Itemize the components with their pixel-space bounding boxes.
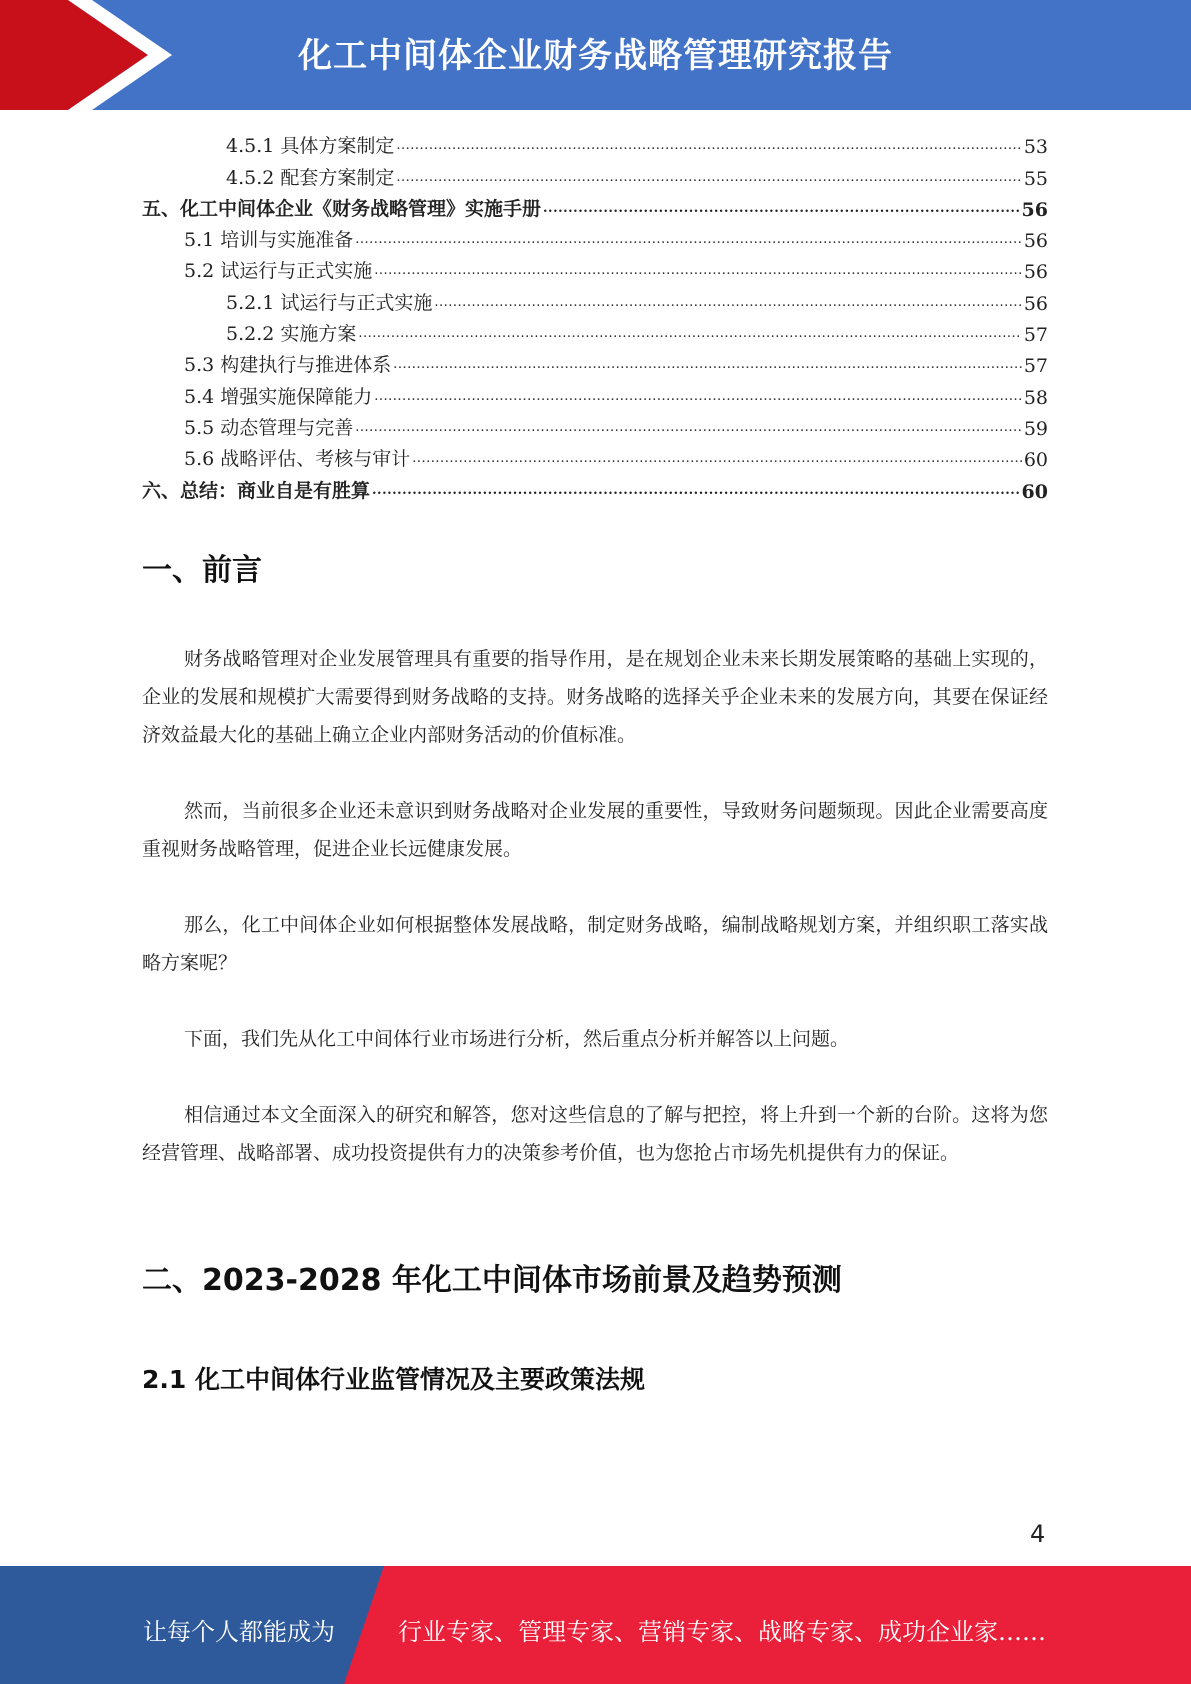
toc-entry[interactable] [142,252,1048,283]
toc-leader-dots [372,477,1020,499]
toc-leader-dots [374,257,1022,279]
toc-entry[interactable] [142,346,1048,377]
paragraph: 然而，当前很多企业还未意识到财务战略对企业发展的重要性，导致财务问题频现。因此企业需要高度重视财务战略管理，促进企业长远健康发展。 [142,800,1048,860]
section-heading-market: 二、2023-2028 年化工中间体市场前景及趋势预测 [142,1263,842,1298]
toc-entry[interactable] [142,283,1048,314]
toc-entry-page: 58 [1023,386,1048,409]
toc-leader-dots [355,226,1022,248]
section-heading-preface: 一、前言 [142,553,262,588]
toc-leader-dots [355,414,1022,436]
toc-leader-dots [374,383,1022,405]
table-of-contents [142,127,1048,503]
toc-entry[interactable] [142,377,1048,408]
toc-entry[interactable] [142,471,1048,502]
paragraph: 相信通过本文全面深入的研究和解答，您对这些信息的了解与把控，将上升到一个新的台阶。这将为您经营管理、战略部署、成功投资提供有力的决策参考价值，也为您抢占市场先机提供有力的保证。 [142,1104,1048,1164]
toc-entry-page: 56 [1023,230,1048,253]
page-number: 4 [1030,1520,1046,1548]
toc-entry-label: 六、总结：商业自是有胜算 [142,479,371,502]
toc-entry-page: 53 [1023,136,1048,159]
paragraph: 那么，化工中间体企业如何根据整体发展战略，制定财务战略，编制战略规划方案，并组织职工落实战略方案呢？ [142,914,1048,974]
toc-entry-page: 56 [1021,198,1048,221]
footer-slogan-right: 行业专家、管理专家、营销专家、战略专家、成功企业家…… [398,1618,1046,1646]
toc-entry-page: 60 [1023,449,1048,472]
toc-entry-page: 56 [1023,292,1048,315]
toc-leader-dots [393,351,1022,373]
toc-entry-page: 59 [1023,417,1048,440]
toc-leader-dots [396,132,1021,154]
toc-entry[interactable] [142,127,1048,158]
toc-entry-page: 57 [1023,355,1048,378]
toc-entry-label: 5.2.2 实施方案 [226,323,357,346]
toc-leader-dots [412,445,1022,467]
toc-entry-label: 5.2.1 试运行与正式实施 [226,291,433,314]
page-footer [0,1566,1191,1684]
toc-entry[interactable] [142,315,1048,346]
toc-entry-page: 56 [1023,261,1048,284]
toc-leader-dots [396,164,1021,186]
toc-entry[interactable] [142,409,1048,440]
subsection-heading: 2.1 化工中间体行业监管情况及主要政策法规 [142,1365,645,1394]
toc-entry[interactable] [142,158,1048,189]
toc-entry-label: 5.6 战略评估、考核与审计 [184,448,411,471]
toc-leader-dots [434,289,1021,311]
toc-leader-dots [358,320,1021,342]
footer-slogan-left: 让每个人都能成为 [143,1618,335,1646]
toc-entry-page: 55 [1023,167,1048,190]
paragraph: 财务战略管理对企业发展管理具有重要的指导作用，是在规划企业未来长期发展策略的基础上实现的，企业的发展和规模扩大需要得到财务战略的支持。财务战略的选择关乎企业未来的发展方向，其要在保证经济效益最大化的基础上确立企业内部财务活动的价值标准。 [142,648,1048,746]
toc-entry-label: 4.5.1 具体方案制定 [226,135,395,158]
toc-entry-label: 5.2 试运行与正式实施 [184,260,373,283]
toc-entry[interactable] [142,440,1048,471]
toc-entry-label: 五、化工中间体企业《财务战略管理》实施手册 [142,197,542,220]
toc-entry-label: 5.3 构建执行与推进体系 [184,354,392,377]
toc-entry[interactable] [142,190,1048,221]
toc-entry[interactable] [142,221,1048,252]
toc-leader-dots [543,195,1020,217]
toc-entry-label: 5.5 动态管理与完善 [184,416,354,439]
page-header [0,0,1191,110]
toc-entry-page: 60 [1021,480,1048,503]
toc-entry-label: 4.5.2 配套方案制定 [226,166,395,189]
toc-entry-label: 5.4 增强实施保障能力 [184,385,373,408]
paragraph: 下面，我们先从化工中间体行业市场进行分析，然后重点分析并解答以上问题。 [184,1028,850,1050]
header-title: 化工中间体企业财务战略管理研究报告 [298,36,893,76]
toc-entry-page: 57 [1023,324,1048,347]
toc-entry-label: 5.1 培训与实施准备 [184,229,354,252]
